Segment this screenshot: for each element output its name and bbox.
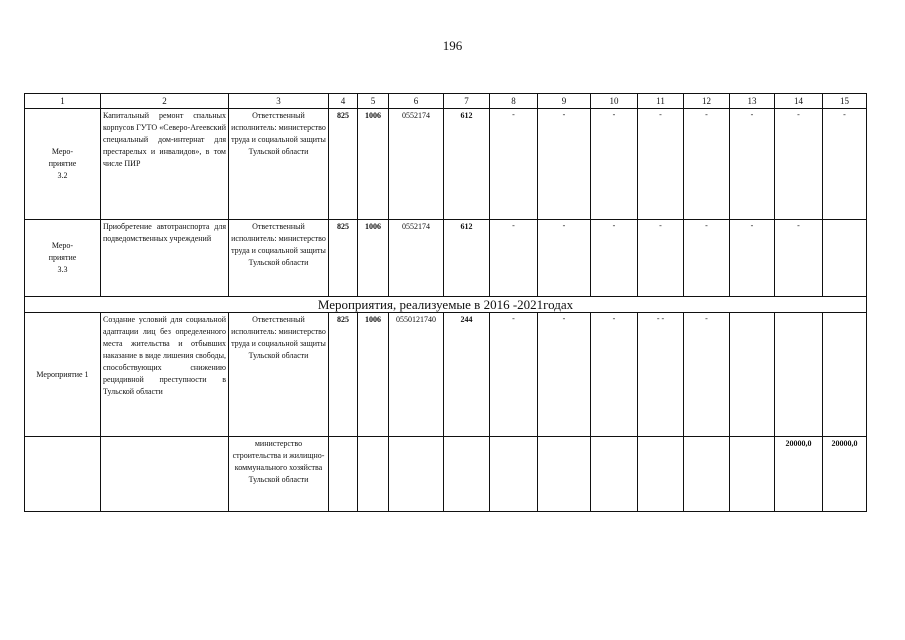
value-cell: - bbox=[490, 220, 538, 297]
value-cell bbox=[775, 313, 823, 437]
table-row bbox=[25, 220, 867, 297]
rzpr-cell: 1006 bbox=[358, 313, 389, 437]
header-cell: 3 bbox=[229, 94, 329, 109]
header-cell: 14 bbox=[775, 94, 823, 109]
header-cell: 15 bbox=[823, 94, 867, 109]
empty-cell bbox=[389, 437, 444, 512]
vr-cell: 612 bbox=[444, 109, 490, 220]
header-cell: 1 bbox=[25, 94, 101, 109]
value-cell: - bbox=[638, 109, 684, 220]
measure-name: Капитальный ремонт спальных корпусов ГУТО «Северо-Агеевский специальный дом-интернат для престарелых и инвалидов», в том числе ПИР bbox=[101, 109, 229, 220]
executor-cell: Ответственный исполнитель: министерство труда и социальной защиты Тульской области bbox=[229, 109, 329, 220]
table-row bbox=[25, 109, 867, 220]
value-cell: - bbox=[591, 109, 638, 220]
measure-name: Приобретение автотранспорта для подведомственных учреждений bbox=[101, 220, 229, 297]
row-label: Меро- приятие 3.3 bbox=[25, 220, 101, 297]
empty-cell bbox=[591, 437, 638, 512]
value-cell: 20000,0 bbox=[775, 437, 823, 512]
header-cell: 11 bbox=[638, 94, 684, 109]
value-cell: - bbox=[490, 313, 538, 437]
empty-cell bbox=[538, 437, 591, 512]
header-row bbox=[25, 94, 867, 109]
budget-table bbox=[24, 93, 867, 512]
value-cell: - - bbox=[638, 313, 684, 437]
empty-cell bbox=[490, 437, 538, 512]
section-title: Мероприятия, реализуемые в 2016 -2021годах bbox=[25, 297, 867, 313]
value-cell: - bbox=[684, 220, 730, 297]
header-cell: 9 bbox=[538, 94, 591, 109]
empty-cell bbox=[101, 437, 229, 512]
header-cell: 2 bbox=[101, 94, 229, 109]
empty-cell bbox=[444, 437, 490, 512]
executor-cell: министерство строительства и жилищно-коммунального хозяйства Тульской области bbox=[229, 437, 329, 512]
header-cell: 13 bbox=[730, 94, 775, 109]
executor-cell: Ответственный исполнитель: министерство труда и социальной защиты Тульской области bbox=[229, 313, 329, 437]
empty-cell bbox=[358, 437, 389, 512]
csr-cell: 0552174 bbox=[389, 220, 444, 297]
value-cell: - bbox=[684, 313, 730, 437]
empty-cell bbox=[730, 437, 775, 512]
value-cell: - bbox=[538, 109, 591, 220]
value-cell: - bbox=[591, 313, 638, 437]
header-cell: 6 bbox=[389, 94, 444, 109]
header-cell: 7 bbox=[444, 94, 490, 109]
value-cell: - bbox=[638, 220, 684, 297]
empty-cell bbox=[638, 437, 684, 512]
value-cell: - bbox=[684, 109, 730, 220]
page-number: 196 bbox=[442, 38, 463, 53]
header-cell: 10 bbox=[591, 94, 638, 109]
header-cell: 8 bbox=[490, 94, 538, 109]
grbs-cell: 825 bbox=[329, 313, 358, 437]
value-cell bbox=[730, 313, 775, 437]
header-cell: 4 bbox=[329, 94, 358, 109]
measure-name: Создание условий для социальной адаптации лиц без определенного места жительства и отбывших наказание в виде лишения свободы, способствующих снижению рецидивной преступности в Тульской области bbox=[101, 313, 229, 437]
value-cell: - bbox=[538, 220, 591, 297]
row-label: Меро- приятие 3.2 bbox=[25, 109, 101, 220]
value-cell: 20000,0 bbox=[823, 437, 867, 512]
value-cell bbox=[823, 220, 867, 297]
table-row bbox=[25, 313, 867, 437]
grbs-cell: 825 bbox=[329, 109, 358, 220]
value-cell bbox=[823, 313, 867, 437]
vr-cell: 244 bbox=[444, 313, 490, 437]
vr-cell: 612 bbox=[444, 220, 490, 297]
table-row bbox=[25, 437, 867, 512]
value-cell: - bbox=[490, 109, 538, 220]
csr-cell: 0552174 bbox=[389, 109, 444, 220]
row-label: Мероприятие 1 bbox=[25, 313, 101, 437]
value-cell: - bbox=[591, 220, 638, 297]
empty-cell bbox=[25, 437, 101, 512]
value-cell: - bbox=[775, 220, 823, 297]
executor-cell: Ответственный исполнитель: министерство труда и социальной защиты Тульской области bbox=[229, 220, 329, 297]
value-cell: - bbox=[775, 109, 823, 220]
value-cell: - bbox=[538, 313, 591, 437]
empty-cell bbox=[329, 437, 358, 512]
rzpr-cell: 1006 bbox=[358, 109, 389, 220]
value-cell: - bbox=[730, 220, 775, 297]
empty-cell bbox=[684, 437, 730, 512]
header-cell: 5 bbox=[358, 94, 389, 109]
rzpr-cell: 1006 bbox=[358, 220, 389, 297]
csr-cell: 0550121740 bbox=[389, 313, 444, 437]
value-cell: - bbox=[823, 109, 867, 220]
grbs-cell: 825 bbox=[329, 220, 358, 297]
value-cell: - bbox=[730, 109, 775, 220]
header-cell: 12 bbox=[684, 94, 730, 109]
section-row bbox=[25, 297, 867, 313]
